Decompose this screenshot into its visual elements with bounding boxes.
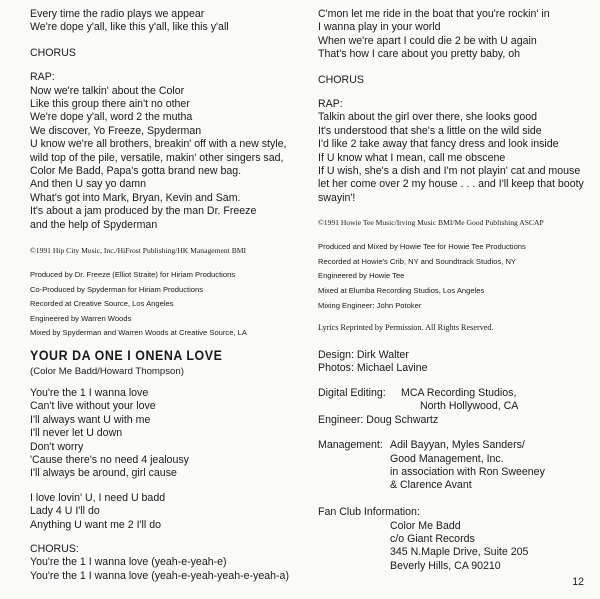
credit-line: Produced and Mixed by Howie Tee for Howie Tee Productions: [318, 242, 526, 252]
chorus-label: CHORUS: [318, 73, 364, 86]
chorus-label: CHORUS: [30, 46, 76, 59]
right-top-column: [318, 8, 588, 333]
editing-line: MCA Recording Studios,: [401, 386, 517, 399]
editing-line: North Hollywood, CA: [420, 399, 519, 412]
fanclub-line: 345 N.Maple Drive, Suite 205: [390, 546, 529, 559]
lyric-line: I'll always want U with me: [30, 413, 151, 426]
lyric-line: and the help of Spyderman: [30, 218, 158, 231]
engineer-credit: Engineer: Doug Schwartz: [318, 413, 439, 426]
credit-line: Mixing Engineer: John Potoker: [318, 300, 422, 310]
reprint-note: Lyrics Reprinted by Permission. All Rights Reserved.: [318, 323, 494, 333]
lyric-line: That's how I care about you pretty baby, oh: [318, 48, 521, 61]
lyric-line: It's understood that she's a little on the wild side: [318, 124, 542, 137]
lyric-line: Lady 4 U I'll do: [30, 505, 100, 518]
lyric-line: If U know what I mean, call me obscene: [318, 151, 506, 164]
rap-label: RAP:: [30, 71, 55, 84]
lyric-line: swayin'!: [318, 191, 356, 204]
lyric-line: Now we're talkin' about the Color: [30, 84, 185, 97]
lyric-line: 'Cause there's no need 4 jealousy: [30, 454, 189, 467]
credit-line: Produced by Dr. Freeze (Elliot Straite) for Hiriam Productions: [30, 270, 236, 280]
lyric-line: Like this group there ain't no other: [30, 98, 190, 111]
song-title: YOUR DA ONE I ONENA LOVE: [30, 348, 223, 363]
lyric-line: When we're apart I could die 2 be with U again: [318, 34, 537, 47]
lyric-line: I'd like 2 take away that fancy dress and look inside: [318, 138, 559, 151]
management-label: Management:: [318, 439, 383, 452]
management-line: in association with Ron Sweeney: [390, 466, 545, 479]
management-line: Good Management, Inc.: [390, 452, 504, 465]
credit-line: Engineered by Howie Tee: [318, 271, 405, 281]
lyric-line: wild top of the pile, versatile, makin' other singers sad,: [30, 151, 284, 164]
rap-label: RAP:: [318, 98, 343, 111]
lyric-line: If U wish, she's a dish and I'm not playin' cat and mouse: [318, 165, 581, 178]
chorus-label: CHORUS:: [30, 543, 79, 556]
credit-line: Co-Produced by Spyderman for Hiriam Productions: [30, 284, 204, 294]
lyric-line: I'll never let U down: [30, 427, 123, 440]
song-writers: (Color Me Badd/Howard Thompson): [30, 366, 184, 377]
photos-credit: Photos: Michael Lavine: [318, 362, 428, 375]
management-line: Adil Bayyan, Myles Sanders/: [390, 439, 525, 452]
management-block: [318, 439, 588, 493]
lyric-line: Can't live without your love: [30, 400, 156, 413]
credit-line: Recorded at Howie's Crib, NY and Soundtrack Studios, NY: [318, 256, 517, 266]
fanclub-line: c/o Giant Records: [390, 533, 475, 546]
left-top-column: [30, 8, 300, 341]
lyric-line: C'mon let me ride in the boat that you're rockin' in: [318, 8, 550, 20]
copyright-note: ©1991 Hip City Music, Inc./HiFrost Publishing/HK Management BMI: [30, 246, 247, 256]
lyric-line: Anything U want me 2 I'll do: [30, 518, 161, 531]
song-section: [30, 348, 310, 583]
lyric-line: U know we're all brothers, breakin' off with a new style,: [30, 138, 287, 151]
lyric-line: I'll always be around, girl cause: [30, 467, 177, 480]
credit-line: Recorded at Creative Source, Los Angeles: [30, 299, 174, 309]
lyric-line: You're the 1 I wanna love (yeah-e-yeah-e): [30, 556, 227, 569]
credit-line: Engineered by Warren Woods: [30, 313, 132, 323]
page-number: 12: [572, 576, 584, 588]
copyright-note: ©1991 Howie Tee Music/Irving Music BMI/Me Good Publishing ASCAP: [318, 218, 544, 228]
fanclub-label: Fan Club Information:: [318, 506, 420, 519]
lyric-line: We discover, Yo Freeze, Spyderman: [30, 124, 202, 137]
lyric-line: It's about a jam produced by the man Dr. Freeze: [30, 205, 257, 218]
album-info-section: [318, 349, 588, 573]
fanclub-line: Color Me Badd: [390, 519, 461, 532]
fanclub-address: [390, 520, 588, 574]
lyric-line: You're the 1 I wanna love: [30, 387, 149, 399]
lyric-line: Talkin about the girl over there, she looks good: [318, 111, 538, 124]
lyric-line: I wanna play in your world: [318, 21, 441, 34]
lyric-line: Every time the radio plays we appear: [30, 8, 205, 20]
digital-editing-block: [318, 387, 588, 414]
lyric-line: You're the 1 I wanna love (yeah-e-yeah-yeah-e-yeah-a): [30, 569, 289, 582]
credit-line: Mixed at Elumba Recording Studios, Los Angeles: [318, 286, 485, 296]
lyric-line: We're dope y'all, like this y'all, like this y'all: [30, 21, 229, 34]
lyric-line: Don't worry: [30, 440, 84, 453]
management-line: & Clarence Avant: [390, 479, 472, 492]
lyric-line: We're dope y'all, word 2 the mutha: [30, 111, 193, 124]
editing-label: Digital Editing:: [318, 386, 386, 399]
lyric-line: I love lovin' U, I need U badd: [30, 491, 166, 504]
fanclub-line: Beverly Hills, CA 90210: [390, 559, 501, 572]
credit-line: Mixed by Spyderman and Warren Woods at Creative Source, LA: [30, 328, 247, 338]
lyric-line: let her come over 2 my house . . . and I'll keep that booty: [318, 178, 584, 191]
lyric-line: Color Me Badd, Papa's gotta brand new bag.: [30, 165, 242, 178]
design-credit: Design: Dirk Walter: [318, 349, 409, 361]
lyric-line: What's got into Mark, Bryan, Kevin and Sam.: [30, 191, 241, 204]
lyric-line: And then U say yo damn: [30, 178, 147, 191]
